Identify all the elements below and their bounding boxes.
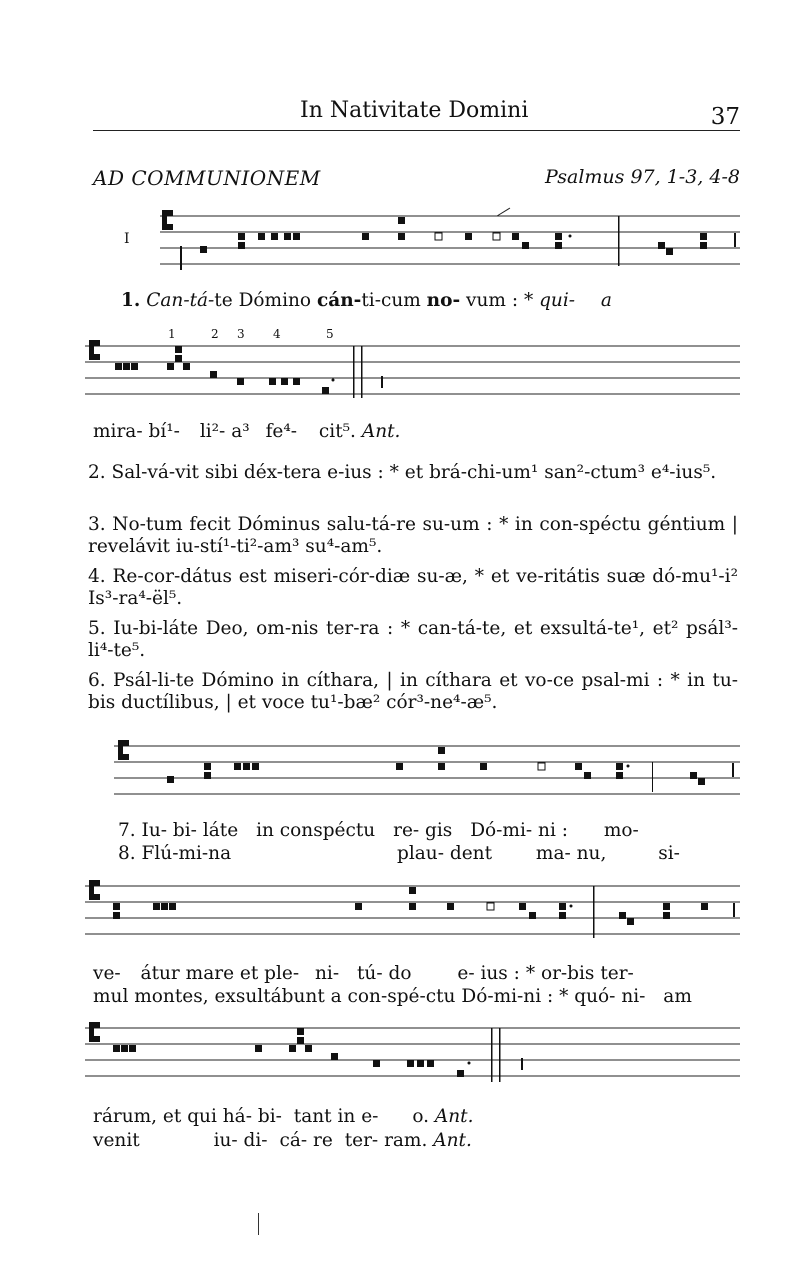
verse-7-line2: ve- átur mare et ple- ni- tú- do e- ius : * or-bis ter- — [93, 963, 634, 984]
cadence-number-1: 1 — [168, 327, 176, 341]
running-title: In Nativitate Domini — [300, 98, 529, 123]
verse-6: 6. Psál-li-te Dómino in cíthara, | in cíthara et vo-ce psal-mi : * in tu-bis ductílibus, | et voce tu¹-bæ² cór³-ne⁴-æ⁵. — [88, 670, 738, 713]
page-mark — [258, 1213, 259, 1235]
cadence-number-5: 5 — [326, 327, 334, 341]
verse-8-line1: 8. Flú-mi-na plau- dent ma- nu, si- — [118, 843, 680, 864]
verse-8-line2: mul montes, exsultábunt a con-spé-ctu Dó-mi-ni : * quó- ni- am — [93, 986, 692, 1007]
verse-3: 3. No-tum fecit Dóminus salu-tá-re su-um : * in con-spéctu géntium | revelávit iu-stí¹-ti²-am³ su⁴-am⁵. — [88, 514, 738, 557]
verse-7-line1: 7. Iu- bi- láte in conspéctu re- gis Dó-mi- ni : mo- — [118, 820, 639, 841]
staff-1 — [150, 206, 742, 276]
verse-2: 2. Sal-vá-vit sibi déx-tera e-ius : * et brá-chi-um¹ san²-ctum³ e⁴-ius⁵. — [88, 462, 717, 483]
staff-2 — [85, 336, 741, 406]
staff-5 — [85, 1018, 741, 1090]
antiphon-title: AD COMMUNIONEM — [93, 166, 321, 190]
header-rule — [93, 130, 740, 131]
staff-4 — [85, 876, 741, 946]
verse-1-line1: 1. Can-tá-te Dómino cán-ti-cum no- vum : * qui- a — [121, 290, 612, 311]
verse-5: 5. Iu-bi-láte Deo, om-nis ter-ra : * can-tá-te, et exsultá-te¹, et² psál³-li⁴-te⁵. — [88, 618, 738, 661]
page-number: 37 — [710, 104, 740, 130]
cadence-number-2: 2 — [211, 327, 219, 341]
psalm-reference: Psalmus 97, 1-3, 4-8 — [544, 166, 740, 188]
verse-8-line3: venit iu- di- cá- re ter- ram. Ant. — [93, 1130, 472, 1151]
cadence-number-4: 4 — [273, 327, 281, 341]
cadence-number-3: 3 — [237, 327, 245, 341]
verse-7-line3: rárum, et qui há- bi- tant in e- o. Ant. — [93, 1106, 474, 1127]
verse-1-line2: mira- bí¹- li²- a³ fe⁴- cit⁵. Ant. — [93, 421, 401, 442]
verse-4: 4. Re-cor-dátus est miseri-cór-diæ su-æ, * et ve-ritátis suæ dó-mu¹-i² Is³-ra⁴-ël⁵. — [88, 566, 738, 609]
mode-number: I — [124, 231, 130, 247]
staff-3 — [112, 736, 742, 806]
